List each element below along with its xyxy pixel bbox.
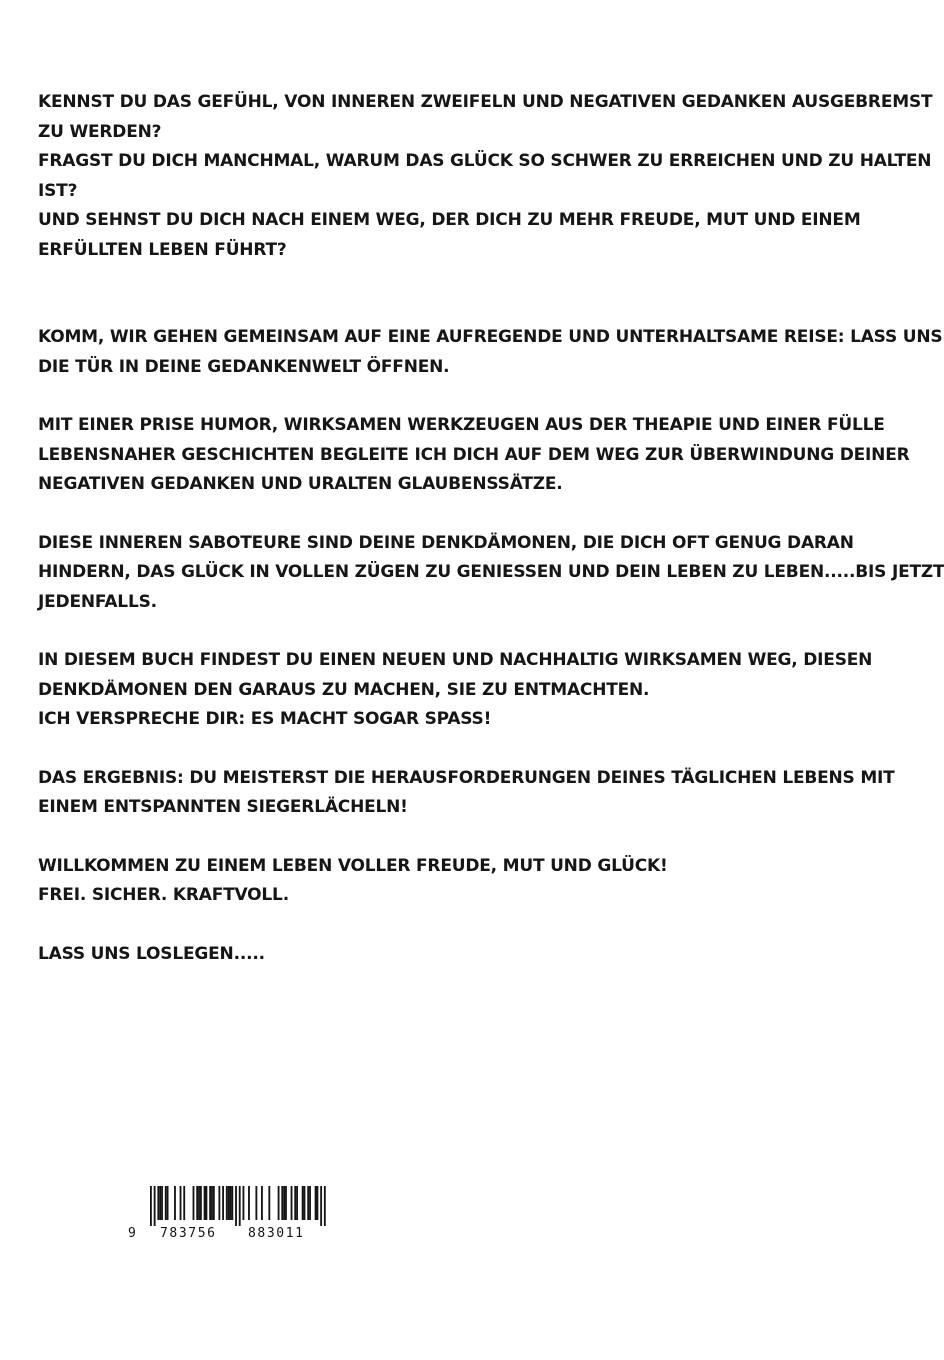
barcode-bar bbox=[294, 1186, 296, 1220]
barcode-bar bbox=[193, 1186, 195, 1220]
text-line: UND SEHNST DU DICH NACH EINEM WEG, DER DICH ZU MEHR FREUDE, MUT UND EINEM bbox=[38, 210, 861, 230]
barcode-bar bbox=[230, 1186, 232, 1220]
paragraph-result bbox=[38, 764, 895, 823]
barcode-digits-right: 883011 bbox=[248, 1226, 305, 1241]
barcode-bar bbox=[180, 1186, 182, 1220]
text-line: ERFÜLLTEN LEBEN FÜHRT? bbox=[38, 239, 287, 260]
barcode-bar bbox=[309, 1186, 311, 1220]
paragraph-closing bbox=[38, 940, 818, 970]
text-line: LEBENSNAHER GESCHICHTEN BEGLEITE ICH DICH AUF DEM WEG ZUR ÜBERWINDUNG DEINER bbox=[38, 444, 910, 465]
barcode-guard-bar bbox=[320, 1186, 322, 1226]
barcode-bar bbox=[206, 1186, 208, 1220]
barcode-bar bbox=[204, 1186, 206, 1220]
barcode-bar bbox=[200, 1186, 202, 1220]
paragraph-intro-questions bbox=[38, 88, 933, 265]
text-line: IST? bbox=[38, 180, 78, 201]
barcode-guard-bar bbox=[150, 1186, 152, 1226]
barcode-bar bbox=[228, 1186, 230, 1220]
barcode-bar bbox=[222, 1186, 224, 1220]
text-line: IN DIESEM BUCH FINDEST DU EINEN NEUEN UND NACHHALTIG WIRKSAMEN WEG, DIESEN bbox=[38, 650, 873, 670]
barcode-guard-bar bbox=[235, 1186, 237, 1226]
barcode-bar bbox=[285, 1186, 287, 1220]
barcode-bar bbox=[255, 1186, 257, 1220]
text-line: EINEM ENTSPANNTEN SIEGERLÄCHELN! bbox=[38, 797, 408, 817]
barcode-bar bbox=[167, 1186, 169, 1220]
barcode-bar bbox=[283, 1186, 285, 1220]
text-line: ICH VERSPRECHE DIR: ES MACHT SOGAR SPASS! bbox=[38, 709, 492, 729]
barcode-bar bbox=[268, 1186, 270, 1220]
barcode-bar bbox=[183, 1186, 185, 1220]
barcode-bar bbox=[248, 1186, 250, 1220]
text-line: MIT EINER PRISE HUMOR, WIRKSAMEN WERKZEUGEN AUS DER THEAPIE UND EINER FÜLLE bbox=[38, 415, 885, 435]
barcode-bar bbox=[302, 1186, 304, 1220]
blurb-text bbox=[38, 88, 944, 969]
barcode-bar bbox=[307, 1186, 309, 1220]
text-line: DIESE INNEREN SABOTEURE SIND DEINE DENKDÄMONEN, DIE DICH OFT GENUG DARAN bbox=[38, 532, 854, 553]
barcode-bar bbox=[165, 1186, 167, 1220]
barcode-bar bbox=[196, 1186, 198, 1220]
barcode-bar bbox=[304, 1186, 306, 1220]
barcode-bar bbox=[218, 1186, 220, 1220]
paragraph-humor-tools bbox=[38, 411, 910, 500]
barcode-bar bbox=[209, 1186, 211, 1220]
barcode-bar bbox=[211, 1186, 213, 1220]
barcode-bar bbox=[261, 1186, 263, 1220]
text-line: JEDENFALLS. bbox=[38, 591, 157, 612]
text-line: FREI. SICHER. KRAFTVOLL. bbox=[38, 885, 289, 905]
barcode-bar bbox=[281, 1186, 283, 1220]
barcode-guard-bar bbox=[154, 1186, 156, 1226]
barcode-guard-bar bbox=[324, 1186, 326, 1226]
text-line: LASS UNS LOSLEGEN..... bbox=[38, 943, 265, 964]
barcode-bar bbox=[315, 1186, 317, 1220]
barcode-digit-first: 9 bbox=[128, 1226, 138, 1241]
text-line: FRAGST DU DICH MANCHMAL, WARUM DAS GLÜCK SO SCHWER ZU ERREICHEN UND ZU HALTEN bbox=[38, 151, 932, 171]
barcode-bars bbox=[124, 1186, 344, 1226]
barcode-bar bbox=[161, 1186, 163, 1220]
text-line: WILLKOMMEN ZU EINEM LEBEN VOLLER FREUDE, MUT UND GLÜCK! bbox=[38, 855, 668, 876]
barcode-bar bbox=[174, 1186, 176, 1220]
barcode-bar bbox=[157, 1186, 159, 1220]
text-line: KOMM, WIR GEHEN GEMEINSAM AUF EINE AUFREGENDE UND UNTERHALTSAME REISE: LASS UNS bbox=[38, 327, 943, 347]
paragraph-saboteurs bbox=[38, 529, 944, 618]
barcode-bar bbox=[291, 1186, 293, 1220]
barcode-bar bbox=[213, 1186, 215, 1220]
text-line: KENNST DU DAS GEFÜHL, VON INNEREN ZWEIFELN UND NEGATIVEN GEDANKEN AUSGEBREMST bbox=[38, 92, 933, 112]
barcode-bar bbox=[226, 1186, 228, 1220]
text-line: NEGATIVEN GEDANKEN UND URALTEN GLAUBENSSÄTZE. bbox=[38, 474, 563, 494]
paragraph-journey bbox=[38, 323, 943, 382]
barcode-bar bbox=[317, 1186, 319, 1220]
barcode-bar bbox=[296, 1186, 298, 1220]
text-line: DENKDÄMONEN DEN GARAUS ZU MACHEN, SIE ZU ENTMACHTEN. bbox=[38, 679, 650, 700]
text-line: HINDERN, DAS GLÜCK IN VOLLEN ZÜGEN ZU GENIESSEN UND DEIN LEBEN ZU LEBEN.....BIS JETZT bbox=[38, 562, 944, 582]
text-line: ZU WERDEN? bbox=[38, 121, 162, 142]
paragraph-book-promise bbox=[38, 646, 873, 735]
barcode-bar bbox=[278, 1186, 280, 1220]
text-line: DIE TÜR IN DEINE GEDANKENWELT ÖFFNEN. bbox=[38, 356, 450, 377]
text-line: DAS ERGEBNIS: DU MEISTERST DIE HERAUSFORDERUNGEN DEINES TÄGLICHEN LEBENS MIT bbox=[38, 767, 895, 788]
barcode-digits-left: 783756 bbox=[160, 1226, 217, 1241]
paragraph-welcome bbox=[38, 852, 818, 911]
barcode-guard-bar bbox=[239, 1186, 241, 1226]
barcode-bar bbox=[159, 1186, 161, 1220]
isbn-barcode bbox=[124, 1186, 344, 1246]
barcode-bar bbox=[231, 1186, 233, 1220]
barcode-bar bbox=[243, 1186, 245, 1220]
barcode-bar bbox=[198, 1186, 200, 1220]
